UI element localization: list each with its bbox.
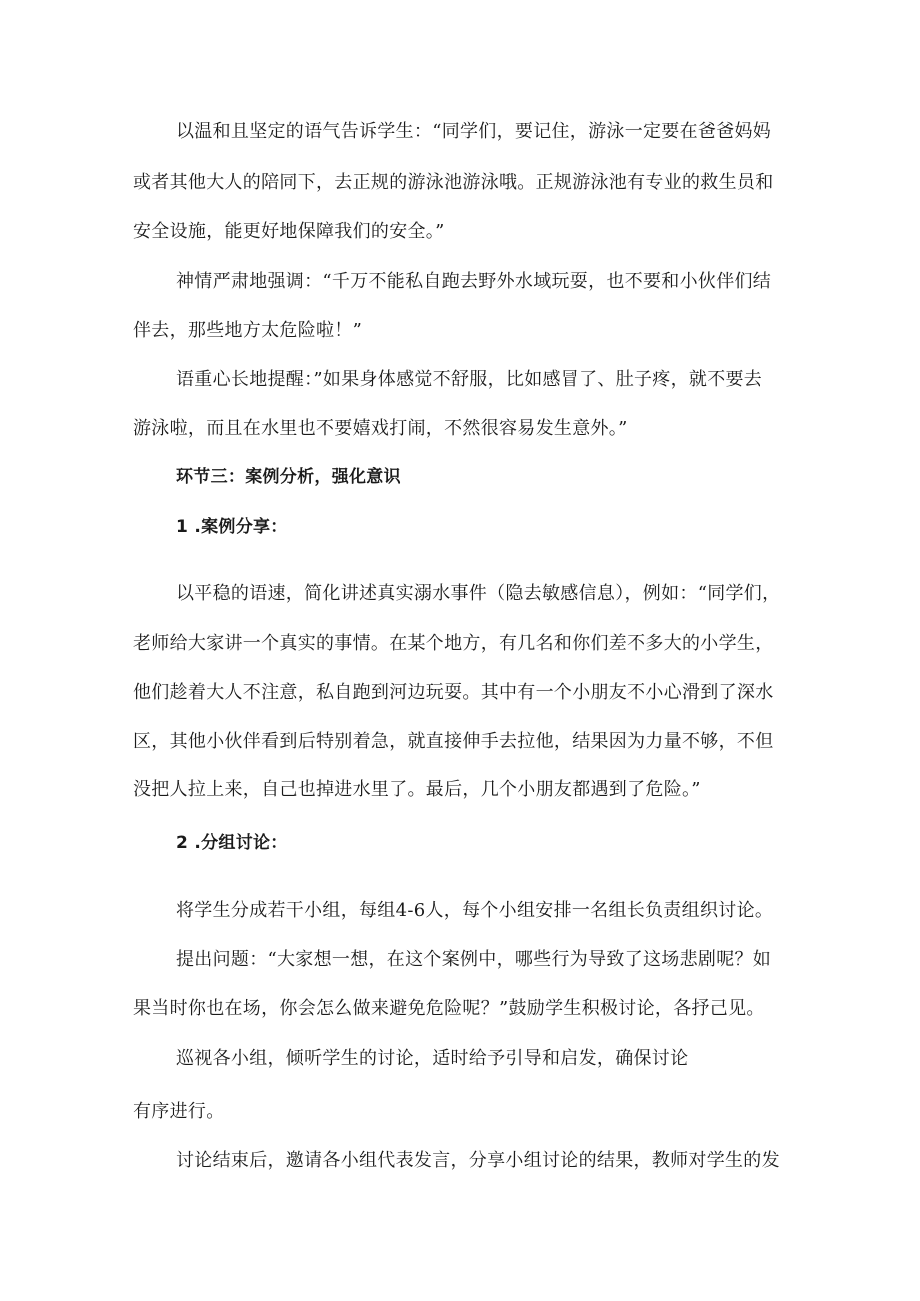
paragraph-line: 老师给大家讲一个真实的事情。在某个地方，有几名和你们差不多大的小学生， <box>133 633 774 654</box>
paragraph-line: 游泳啦，而且在水里也不要嬉戏打闹，不然很容易发生意外。” <box>133 418 628 439</box>
paragraph-line: 讨论结束后，邀请各小组代表发言，分享小组讨论的结果，教师对学生的发 <box>176 1150 780 1171</box>
paragraph-line: 果当时你也在场，你会怎么做来避免危险呢？”鼓励学生积极讨论，各抒己见。 <box>133 998 765 1019</box>
paragraph-line: 他们趁着大人不注意，私自跑到河边玩耍。其中有一个小朋友不小心滑到了深水 <box>133 682 774 703</box>
paragraph-line: 以温和且坚定的语气告诉学生：“同学们，要记住，游泳一定要在爸爸妈妈 <box>176 121 772 142</box>
subsection-heading: 1 .案例分享： <box>176 517 288 537</box>
section-heading: 环节三：案例分析，强化意识 <box>176 467 401 487</box>
paragraph-line: 语重心长地提醒：”如果身体感觉不舒服，比如感冒了、肚子疼，就不要去 <box>176 369 763 390</box>
paragraph-line: 以平稳的语速，简化讲述真实溺水事件（隐去敏感信息），例如：“同学们， <box>176 583 781 604</box>
subsection-heading: 2 .分组讨论： <box>176 833 288 853</box>
paragraph-line: 有序进行。 <box>133 1101 225 1122</box>
paragraph-line: 没把人拉上来，自己也掉进水里了。最后，几个小朋友都遇到了危险。” <box>133 779 701 800</box>
paragraph-line: 提出问题：“大家想一想，在这个案例中，哪些行为导致了这场悲剧呢？如 <box>176 949 772 970</box>
paragraph-line: 或者其他大人的陪同下，去正规的游泳池游泳哦。正规游泳池有专业的救生员和 <box>133 172 774 193</box>
paragraph-line: 将学生分成若干小组，每组4-6人，每个小组安排一名组长负责组织讨论。 <box>176 900 774 921</box>
paragraph-line: 神情严肃地强调：“千万不能私自跑去野外水域玩耍，也不要和小伙伴们结 <box>176 271 772 292</box>
paragraph-line: 区，其他小伙伴看到后特别着急，就直接伸手去拉他，结果因为力量不够，不但 <box>133 731 774 752</box>
paragraph-line: 安全设施，能更好地保障我们的安全。” <box>133 221 445 242</box>
paragraph-line: 伴去，那些地方太危险啦！” <box>133 320 363 341</box>
paragraph-line: 巡视各小组，倾听学生的讨论，适时给予引导和启发，确保讨论 <box>176 1048 689 1069</box>
